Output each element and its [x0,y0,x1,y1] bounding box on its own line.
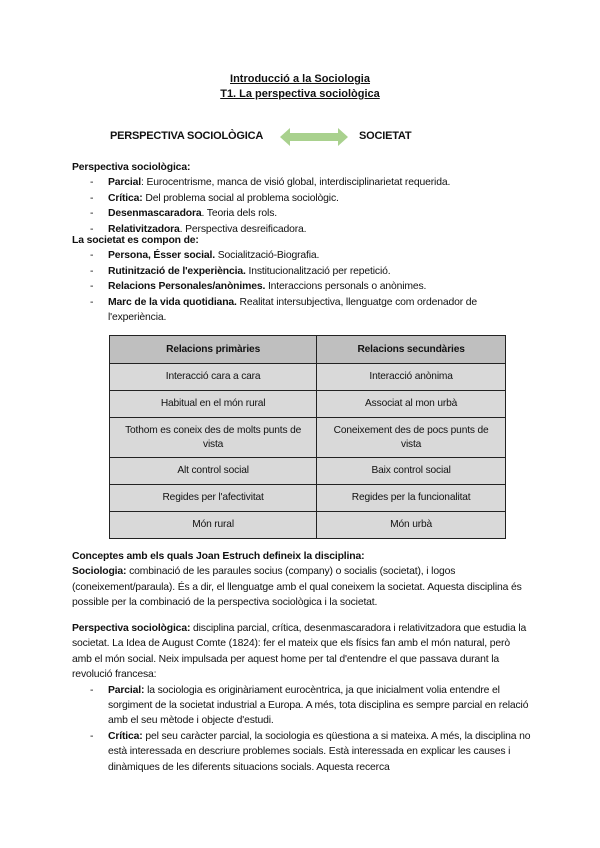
list-item [72,279,532,294]
table-cell: Coneixement des de pocs punts de vista [317,418,506,458]
bullet-dash: - [90,250,94,262]
header-primary: Relacions primàries [110,336,317,364]
list-item [72,206,532,221]
item-term: Relacions Personales/anònimes. [108,281,266,293]
section-heading: Perspectiva sociològica: [72,162,191,173]
table-cell: Interacció cara a cara [110,364,317,391]
item-text: Socialització-Biografia. [215,250,320,262]
bullet-dash: - [90,730,94,742]
perspective-society-diagram [0,128,600,146]
item-text: la sociologia es originàriament eurocèntrica, ja que inicialment volia entendre el sorgiment de la societat industrial a Europa. A més, tota disciplina es sempre parcial en relació amb el seu mètode i objecte d'estudi. [108,684,529,727]
table-row [110,485,506,512]
table-cell: Regides per la funcionalitat [317,485,506,512]
item-text: Realitat intersubjectiva, llenguatge com ordenador de l'experiència. [108,296,478,324]
bullet-dash: - [90,223,94,235]
table-cell: Món urbà [317,512,506,539]
list-item [72,295,532,326]
bullet-dash: - [90,265,94,277]
bullet-dash: - [90,192,94,204]
diagram-left-label: PERSPECTIVA SOCIOLÒGICA [110,130,264,142]
item-term: Relativitzadora [108,223,180,235]
item-term: Desenmascaradora [108,208,202,220]
table-row [110,512,506,539]
item-term: Rutinització de l'experiència. [108,265,246,277]
list-item [72,683,532,729]
table-header-row [110,336,506,364]
document-title: Introducció a la Sociologia [230,73,370,85]
table-cell: Baix control social [317,458,506,485]
bullet-list [72,683,532,775]
term-label: Sociologia: [72,566,127,578]
bullet-dash: - [90,208,94,220]
section-perspectiva [72,160,532,237]
table-cell: Regides per l'afectivitat [110,485,317,512]
bullet-list [72,248,532,325]
bullet-dash: - [90,177,94,189]
item-text: Institucionalització per repetició. [245,265,391,277]
table-row [110,418,506,458]
item-term: Crítica: [108,192,143,204]
item-term: Crítica: [108,730,143,742]
item-text: . Teoria dels rols. [201,208,277,220]
table-row [110,364,506,391]
item-text: : Eurocentrisme, manca de visió global, interdisciplinarietat requerida. [141,177,451,189]
table-cell: Interacció anònima [317,364,506,391]
table-cell: Habitual en el món rural [110,391,317,418]
diagram-right-label: SOCIETAT [359,130,412,142]
table-cell: Associat al mon urbà [317,391,506,418]
term-definition: disciplina parcial, crítica, desenmascaradora i relativitzadora que estudia la societat. La Idea de August Comte (1824): fer el mateix que els físics fan amb el món natural, però amb el món social. Neix impulsada per aquest home per tal d'entendre el que passava durant la revolució francesa: [72,623,527,681]
list-item [72,248,532,263]
term-label: Perspectiva sociològica: [72,623,191,634]
section-heading: Conceptes amb els quals Joan Estruch defineix la disciplina: [72,551,365,562]
item-text: Interaccions personals o anònimes. [265,281,427,293]
paragraph-perspectiva [72,621,532,683]
item-term: Marc de la vida quotidiana. [108,296,237,308]
item-term: Persona, Ésser social. [108,250,216,262]
section-societat [72,233,532,325]
table-cell: Tothom es coneix des de molts punts de vista [110,418,317,458]
bullet-dash: - [90,296,94,308]
table-row [110,391,506,418]
table-cell: Alt control social [110,458,317,485]
header-secondary: Relacions secundàries [317,336,506,364]
item-term: Parcial: [108,684,145,696]
list-item [72,729,532,775]
bullet-dash: - [90,281,94,293]
list-item [72,175,532,190]
list-item [72,191,532,206]
section-conceptes [72,549,532,611]
list-item [72,264,532,279]
bullet-list [72,175,532,237]
relations-table [109,335,506,539]
item-text: pel seu caràcter parcial, la sociologia es qüestiona a si mateixa. A més, la disciplina no està interessada en descriure problemes socials. Està interessada en explicar les causes i dinàmiques de les diferents situacions socials. Aquesta recerca [108,730,531,773]
item-term: Parcial [108,177,142,189]
item-text: . Perspectiva desreificadora. [179,223,307,235]
table-row [110,458,506,485]
double-arrow-icon [280,128,348,146]
table-cell: Món rural [110,512,317,539]
section-heading: La societat es compon de: [72,235,199,246]
term-definition: combinació de les paraules socius (company) o socialis (societat), i logos (coneixement/paraula). És a dir, el llenguatge amb el qual coneixem la societat. Aquesta disciplina és possible per la combinació de la perspectiva sociològica i la societat. [72,566,522,609]
item-text: Del problema social al problema sociològic. [142,192,339,204]
document-subtitle: T1. La perspectiva sociològica [220,88,380,100]
bullet-dash: - [90,684,94,696]
section-perspectiva-definition [72,621,532,775]
paragraph-sociologia [72,564,532,610]
